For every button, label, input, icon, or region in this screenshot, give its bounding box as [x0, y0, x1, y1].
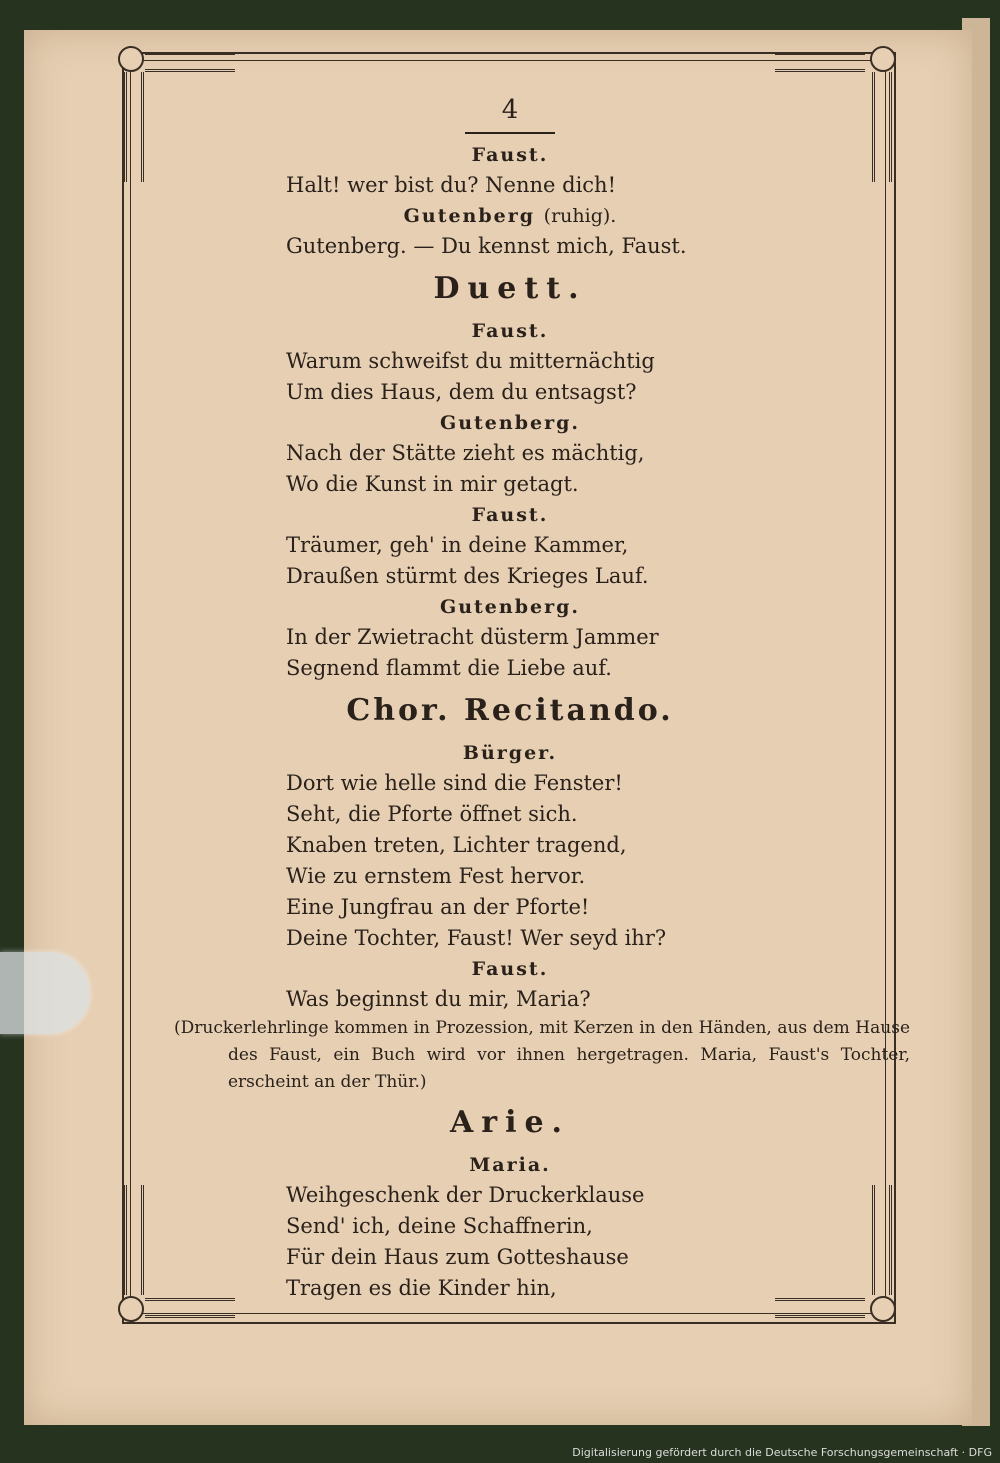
speaker-label: Gutenberg [403, 205, 536, 227]
verse-line: Knaben treten, Lichter tragend, [286, 833, 627, 857]
verse-line: Warum schweifst du mitternächtig [286, 349, 655, 373]
verse-line: Wo die Kunst in mir getagt. [286, 472, 579, 496]
verse-line: Dort wie helle sind die Fenster! [286, 771, 623, 795]
verse-line: Segnend flammt die Liebe auf. [286, 656, 612, 680]
verse-line: Send' ich, deine Schaffnerin, [286, 1214, 593, 1238]
verse-line: Für dein Haus zum Gotteshause [286, 1245, 629, 1269]
verse-line: Deine Tochter, Faust! Wer seyd ihr? [286, 926, 667, 950]
page-content [140, 92, 910, 1304]
section-heading: Chor. Recitando. [346, 693, 674, 728]
stage-note: (ruhig). [543, 205, 617, 227]
speaker-name [140, 201, 880, 231]
verse-line: In der Zwietracht düsterm Jammer [286, 625, 659, 649]
speaker-name [140, 954, 880, 984]
speaker-label: Faust. [471, 504, 549, 526]
speaker-label: Faust. [471, 144, 549, 166]
border-ornament-top-right [775, 52, 865, 72]
verse-line: Halt! wer bist du? Nenne dich! [286, 173, 617, 197]
scanner-clip [0, 952, 90, 1034]
speaker-label: Faust. [471, 958, 549, 980]
verse-line: Tragen es die Kinder hin, [286, 1276, 557, 1300]
verse-line: Träumer, geh' in deine Kammer, [286, 533, 629, 557]
corner-ornament-top-right [870, 46, 896, 72]
speaker-name [140, 1150, 880, 1180]
section-heading: Arie. [449, 1105, 570, 1140]
verse-line: Um dies Haus, dem du entsagst? [286, 380, 637, 404]
verse-line: Gutenberg. — Du kennst mich, Faust. [286, 234, 687, 258]
verse-line: Wie zu ernstem Fest hervor. [286, 864, 586, 888]
section-heading: Duett. [433, 271, 587, 306]
page-number: 4 [501, 95, 519, 125]
verse-line: Was beginnst du mir, Maria? [286, 987, 591, 1011]
page-number-rule [465, 132, 555, 134]
speaker-label: Faust. [471, 320, 549, 342]
speaker-name [140, 500, 880, 530]
verse-line: Weihgeschenk der Druckerklause [286, 1183, 645, 1207]
funding-footer: Digitalisierung gefördert durch die Deutsche Forschungsgemeinschaft · DFG [572, 1446, 992, 1459]
corner-ornament-top-left [118, 46, 144, 72]
speaker-name [140, 592, 880, 622]
verse-line: Nach der Stätte zieht es mächtig, [286, 441, 645, 465]
verse-line: Draußen stürmt des Krieges Lauf. [286, 564, 649, 588]
border-ornament-top-left [145, 52, 235, 72]
speaker-name [140, 316, 880, 346]
verse-line: Eine Jungfrau an der Pforte! [286, 895, 590, 919]
text-body [140, 140, 910, 1304]
speaker-label: Gutenberg. [439, 412, 580, 434]
speaker-name [140, 408, 880, 438]
speaker-label: Bürger. [462, 742, 558, 764]
speaker-name [140, 738, 880, 768]
speaker-label: Maria. [469, 1154, 551, 1176]
verse-line: Seht, die Pforte öffnet sich. [286, 802, 578, 826]
speaker-name [140, 140, 880, 170]
stage-direction: (Druckerlehrlinge kommen in Prozession, mit Kerzen in den Händen, aus dem Hause des Faust, ein Buch wird vor ihnen hergetragen. Maria, Faust's Tochter, erscheint an der Thür.) [174, 1018, 910, 1092]
speaker-label: Gutenberg. [439, 596, 580, 618]
